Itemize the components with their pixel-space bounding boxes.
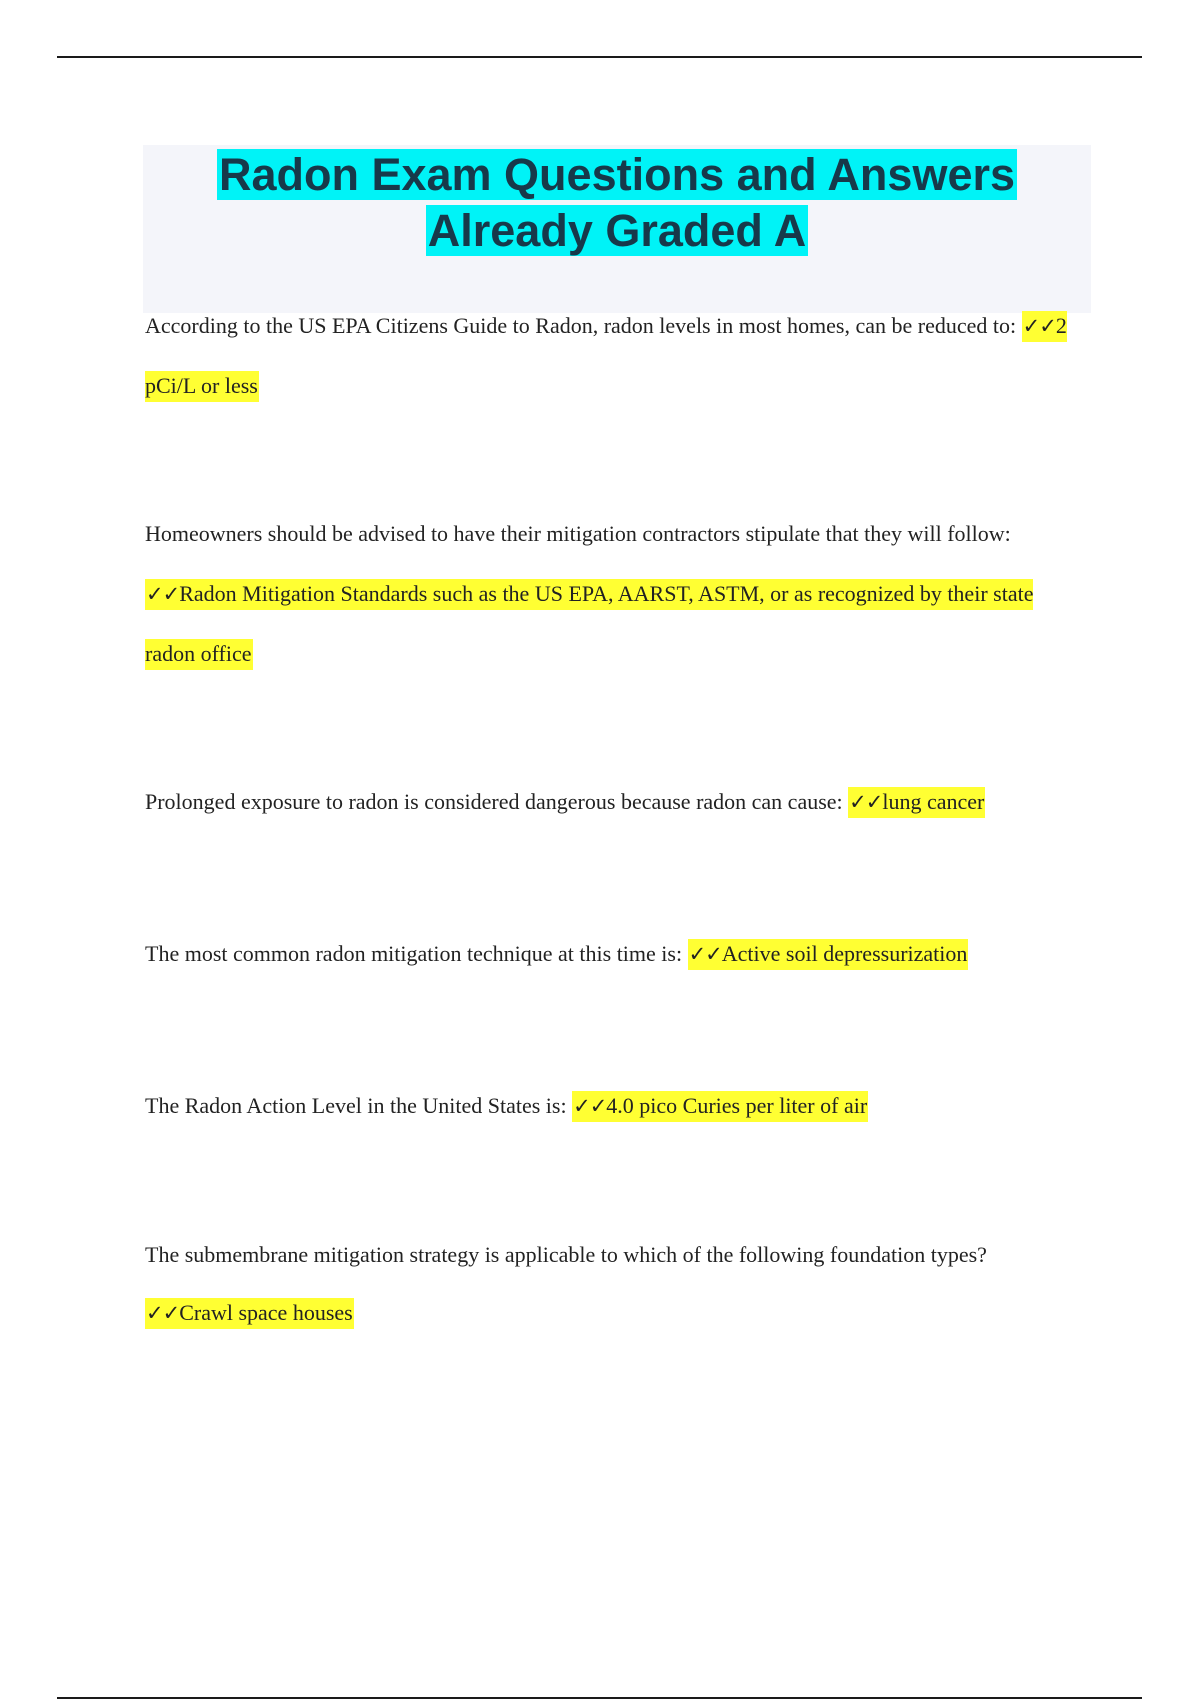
page-title-line-2: Already Graded A: [427, 205, 807, 256]
answer-text: lung cancer: [882, 789, 985, 814]
qa-item-2: [145, 504, 1080, 684]
qa-item-4: [145, 924, 1080, 984]
double-check-icon: ✓✓: [688, 942, 722, 966]
answer-highlight: [572, 1091, 868, 1122]
page-title-line-1: Radon Exam Questions and Answers: [218, 149, 1016, 200]
double-check-icon: ✓✓: [1022, 314, 1056, 338]
question-text: The submembrane mitigation strategy is applicable to which of the following foundation types?: [145, 1242, 987, 1267]
title-banner: [143, 145, 1091, 313]
question-text: The most common radon mitigation technique at this time is:: [145, 941, 688, 966]
answer-highlight: [688, 939, 969, 970]
answer-text: Active soil depressurization: [721, 941, 968, 966]
double-check-icon: ✓✓: [849, 790, 883, 814]
answer-highlight: [145, 579, 1033, 670]
answer-highlight: [848, 787, 985, 818]
double-check-icon: ✓✓: [146, 582, 180, 606]
answer-text: 4.0 pico Curies per liter of air: [606, 1093, 868, 1118]
qa-item-6: [145, 1226, 1080, 1342]
answer-highlight: [145, 1298, 354, 1329]
answer-text: 2 pCi/L or less: [145, 313, 1067, 398]
header-rule: [57, 56, 1142, 58]
question-text: Homeowners should be advised to have their mitigation contractors stipulate that they will follow:: [145, 521, 1011, 546]
question-text: The Radon Action Level in the United States is:: [145, 1093, 573, 1118]
question-text: Prolonged exposure to radon is considered dangerous because radon can cause:: [145, 789, 849, 814]
qa-item-3: [145, 772, 1080, 832]
qa-item-1: [145, 296, 1080, 416]
answer-text: Radon Mitigation Standards such as the US EPA, AARST, ASTM, or as recognized by their state radon office: [145, 581, 1034, 666]
footer-rule: [57, 1697, 1142, 1699]
double-check-icon: ✓✓: [146, 1301, 180, 1325]
question-text: According to the US EPA Citizens Guide to Radon, radon levels in most homes, can be reduced to:: [145, 313, 1022, 338]
answer-text: Crawl space houses: [179, 1300, 353, 1325]
qa-item-5: [145, 1076, 1080, 1136]
double-check-icon: ✓✓: [573, 1094, 607, 1118]
